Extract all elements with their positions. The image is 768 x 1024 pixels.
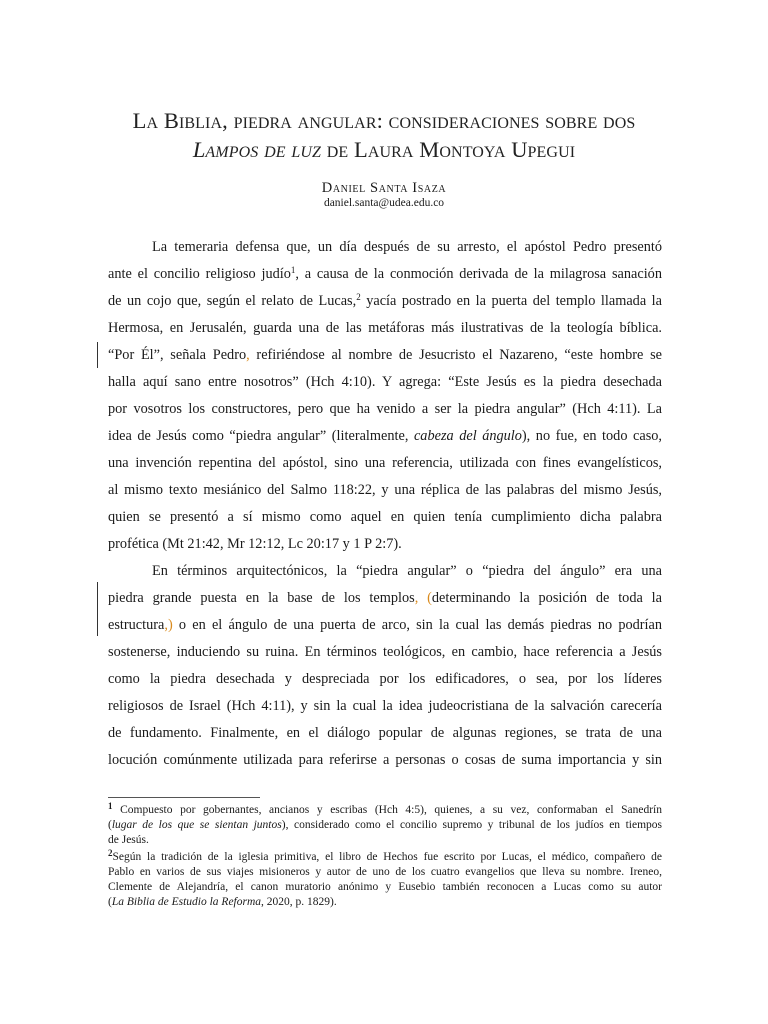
body-line: profética (Mt 21:42, Mr 12:12, Lc 20:17 y 1 P 2:7). xyxy=(108,536,402,552)
body-line: sostenerse, induciendo su ruina. En términos teológicos, en cambio, hace referencia a Jesús xyxy=(108,644,662,660)
text-run: ), considerado como el concilio supremo y tribunal de los judíos en tiempos xyxy=(281,819,662,831)
footnote-1-line xyxy=(108,803,662,818)
footnote-separator xyxy=(108,797,260,798)
text-run: , a causa de la conmoción derivada de la milagrosa sanación xyxy=(295,266,662,282)
revision-bar-1 xyxy=(97,342,98,368)
revision-bar-2 xyxy=(97,582,98,636)
footnote-ref-1[interactable]: 1 xyxy=(290,265,296,275)
text-run: piedra grande puesta en la base de los templos xyxy=(108,590,415,606)
text-run: ), no fue, en todo caso, xyxy=(521,428,662,444)
footnote-ref-2[interactable]: 2 xyxy=(356,292,361,302)
body-line: religiosos de Israel (Hch 4:11), y sin la cual la idea judeocristiana de la salvación carecería xyxy=(108,698,662,714)
title-rest: de Laura Montoya Upegui xyxy=(321,137,576,162)
body-line: al mismo texto mesiánico del Salmo 118:22, y una réplica de las palabras del mismo Jesús, xyxy=(108,482,662,498)
body-line: Hermosa, en Jerusalén, guarda una de las metáforas más ilustrativas de la teología bíblica. xyxy=(108,320,662,336)
body-line xyxy=(108,427,662,445)
footnote-2-line: (La Biblia de Estudio la Reforma, 2020, p. 1829). xyxy=(108,896,337,908)
footnote-1-line: de Jesús. xyxy=(108,834,149,846)
body-line xyxy=(108,265,662,283)
text-run: determinando la posición de toda la xyxy=(431,590,662,606)
footnote-2-line: Pablo en varios de sus viajes misioneros y autor de uno de los cuatro evangelios que lleva su nombre. Ireneo, xyxy=(108,866,662,878)
author-name: Daniel Santa Isaza xyxy=(321,180,447,196)
body-line: En términos arquitectónicos, la “piedra angular” o “piedra del ángulo” era una xyxy=(152,563,662,579)
text-run: idea de Jesús como “piedra angular” (literalmente, xyxy=(108,428,414,444)
tracked-change-mark[interactable]: , ( xyxy=(414,590,432,606)
tracked-change-mark[interactable]: ,) xyxy=(164,617,173,633)
title-italic: Lampos de luz xyxy=(192,137,321,162)
body-line xyxy=(108,292,662,310)
italic-run: cabeza del ángulo xyxy=(413,428,522,444)
italic-run: lugar de los que se sientan juntos xyxy=(111,819,282,831)
text-run: yacía postrado en la puerta del templo llamada la xyxy=(360,293,663,309)
footnote-number-2: 2 xyxy=(108,848,113,858)
text-run: de un cojo que, según el relato de Lucas, xyxy=(108,293,357,309)
body-line: una invención repentina del apóstol, sino una referencia, utilizada con fines evangelísticos, xyxy=(108,455,662,471)
body-line xyxy=(108,589,662,607)
footnote-1-line: (lugar de los que se sientan juntos), considerado como el concilio supremo y tribunal de los judíos en tiempos xyxy=(108,819,662,831)
body-line: como la piedra desechada y despreciada por los edificadores, o sea, por los líderes xyxy=(108,671,662,687)
text-run: refiriéndose al nombre de Jesucristo el Nazareno, “este hombre se xyxy=(249,347,662,363)
text-run: Según la tradición de la iglesia primitiva, el libro de Hechos fue escrito por Lucas, el médico, compañero de xyxy=(112,851,662,863)
body-line: locución comúnmente utilizada para referirse a personas o cosas de suma importancia y sin xyxy=(108,752,662,768)
text-run: , 2020, p. 1829). xyxy=(261,896,337,908)
text-run: “Por Él”, señala Pedro xyxy=(108,347,247,363)
author-email[interactable]: daniel.santa@udea.edu.co xyxy=(323,197,445,209)
tracked-change-mark[interactable]: , xyxy=(246,347,250,363)
text-run: ante el concilio religioso judío xyxy=(108,266,291,282)
body-line xyxy=(108,346,662,364)
body-line: La temeraria defensa que, un día después de su arresto, el apóstol Pedro presentó xyxy=(152,239,662,255)
text-run: estructura xyxy=(108,617,165,633)
footnote-2-line xyxy=(108,850,662,865)
body-line: por vosotros los constructores, pero que ha venido a ser la piedra angular” (Hch 4:11). La xyxy=(108,401,662,417)
text-run: o en el ángulo de una puerta de arco, sin la cual las demás piedras no podrían xyxy=(172,617,662,633)
body-line xyxy=(108,616,662,634)
footnote-number-1: 1 xyxy=(108,801,113,811)
text-run: Compuesto por gobernantes, ancianos y escribas (Hch 4:5), quienes, a su vez, conformaban el Sanedrín xyxy=(112,804,662,816)
footnote-2-line: Clemente de Alejandría, el canon muratorio anónimo y Eusebio también reconocen a Lucas como su autor xyxy=(108,881,662,893)
body-line: halla aquí sano entre nosotros” (Hch 4:10). Y agrega: “Este Jesús es la piedra desechada xyxy=(108,374,662,390)
body-line: quien se presentó a sí mismo como aquel en quien tenía cumplimiento dicha palabra xyxy=(108,509,662,525)
body-line: de fundamento. Finalmente, en el diálogo popular de algunas regiones, se trata de una xyxy=(108,725,662,741)
paper-title-line-2 xyxy=(80,137,688,163)
italic-run: La Biblia de Estudio la Reforma xyxy=(111,896,262,908)
paper-title-line-1: La Biblia, piedra angular: consideraciones sobre dos xyxy=(132,108,636,133)
